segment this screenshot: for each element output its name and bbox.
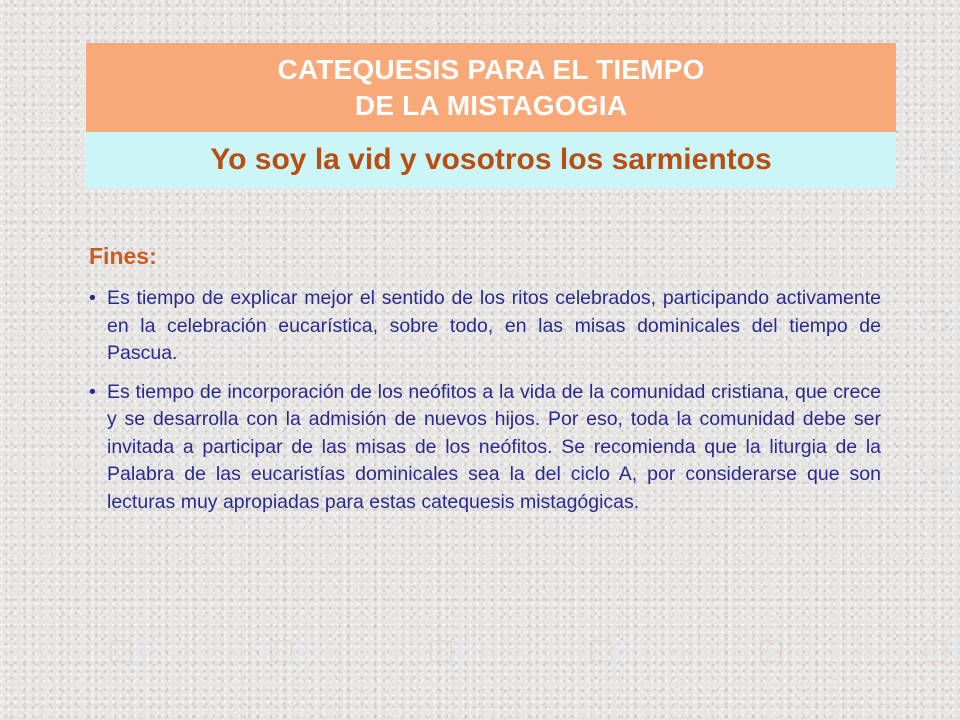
title-line-2: DE LA MISTAGOGIA: [354, 89, 628, 121]
bullet-text: Es tiempo de explicar mejor el sentido de los ritos celebrados, participando activamente en la celebración eucarística, sobre todo, en las misas dominicales del tiempo de Pascua.: [107, 287, 881, 364]
bullet-icon: •: [89, 287, 96, 309]
section-heading: Fines:: [89, 243, 157, 269]
bullet-item: [89, 285, 881, 368]
subtitle: Yo soy la vid y vosotros los sarmientos: [210, 143, 772, 176]
subtitle-banner: [86, 132, 896, 188]
bullet-text: Es tiempo de incorporación de los neófitos a la vida de la comunidad cristiana, que crece y se desarrolla con la admisión de nuevos hijos. Por eso, toda la comunidad debe ser invitada a participar de las misas de los neófitos. Se recomienda que la liturgia de la Palabra de las eucaristías dominicales sea la del ciclo A, por considerarse que son lecturas muy apropiadas para estas catequesis mistagógicas.: [107, 380, 881, 513]
background-watermark: [925, 310, 947, 332]
background-watermark: [590, 640, 612, 662]
title-line-1: CATEQUESIS PARA EL TIEMPO: [277, 53, 705, 85]
bullet-item: [89, 379, 881, 517]
bullet-list: [89, 285, 881, 516]
slide-content: [89, 240, 881, 527]
background-watermark: [760, 640, 782, 662]
background-watermark: [430, 640, 452, 662]
background-watermark: [110, 640, 132, 662]
title-banner: [86, 43, 896, 132]
bullet-icon: •: [89, 380, 96, 403]
background-watermark: [925, 640, 947, 662]
background-watermark: [925, 470, 947, 492]
background-watermark: [925, 150, 947, 172]
background-watermark: [270, 640, 292, 662]
